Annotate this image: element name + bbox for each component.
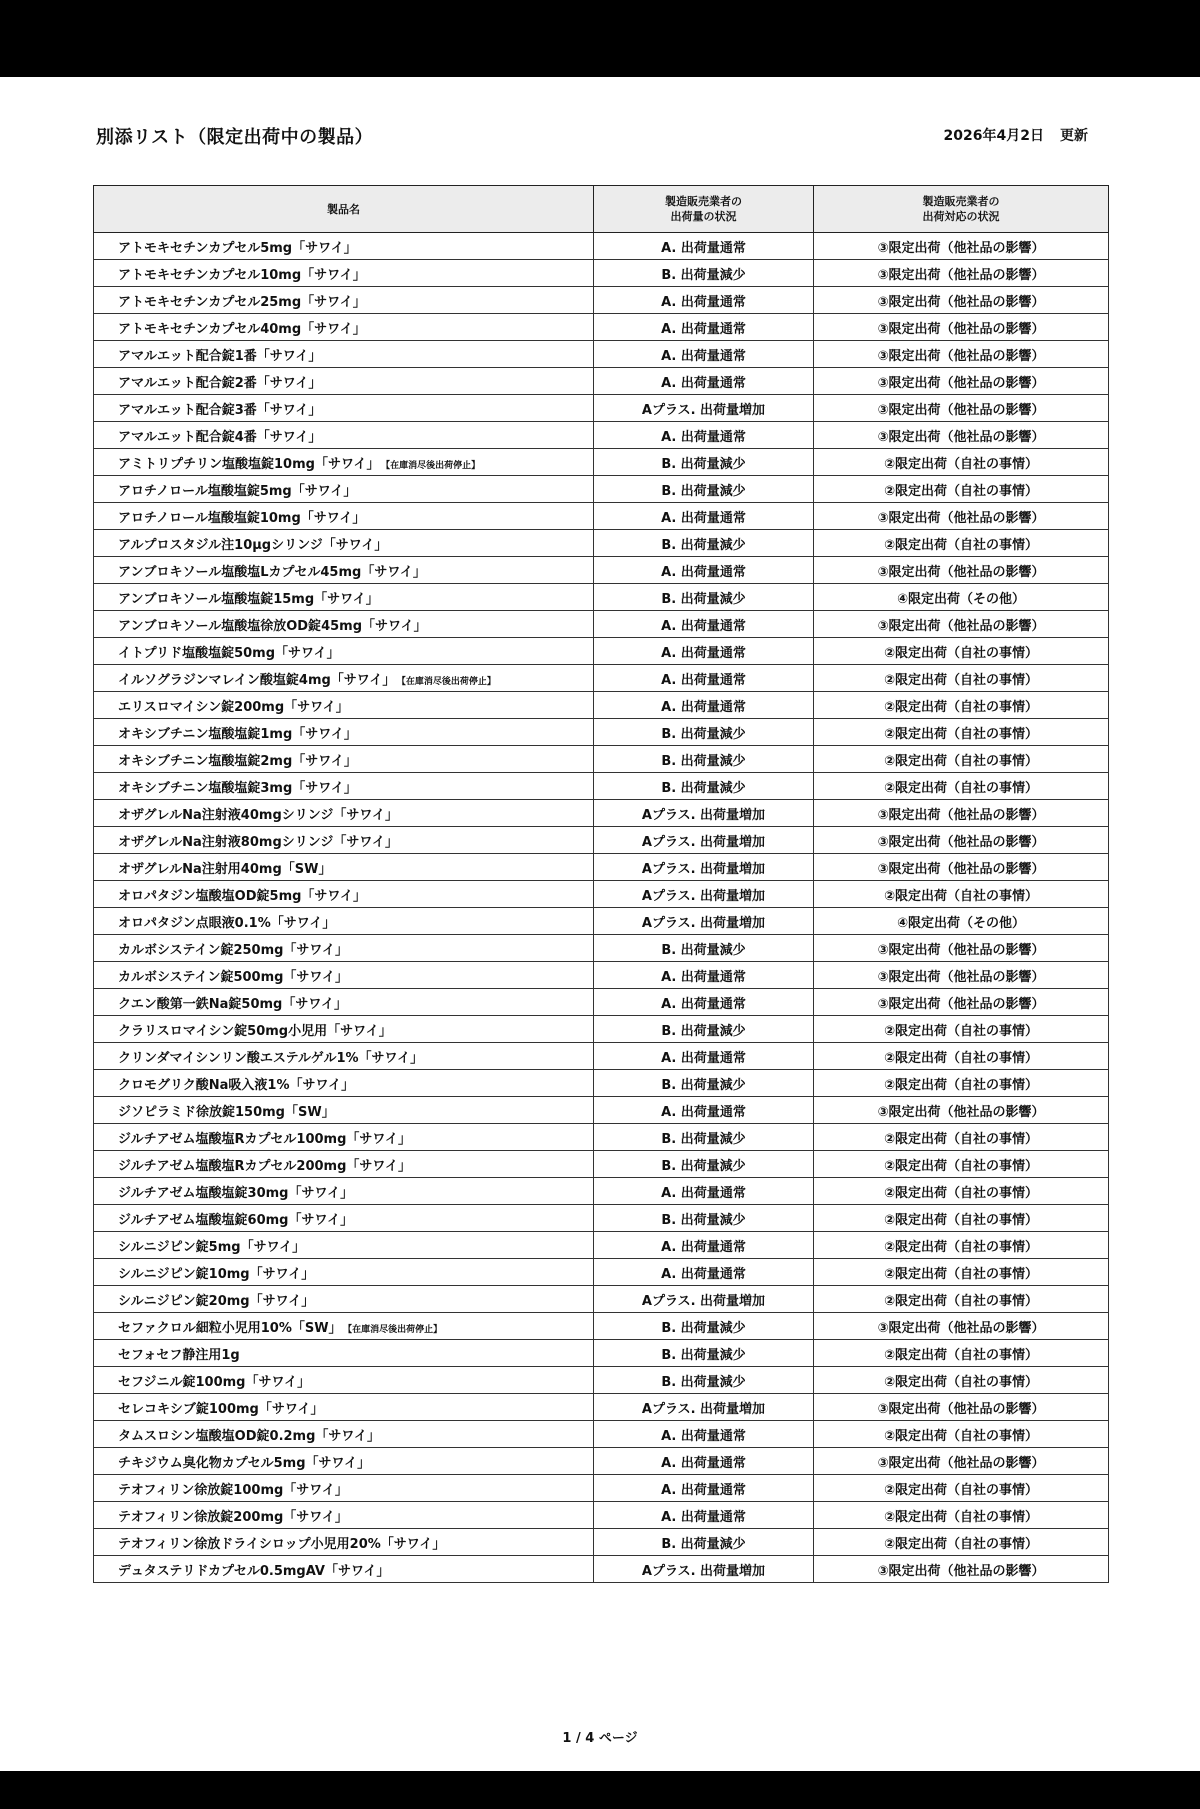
shipment-response-cell: ②限定出荷（自社の事情） — [814, 1529, 1109, 1556]
shipment-volume-cell: B. 出荷量減少 — [594, 1016, 814, 1043]
shipment-volume-cell: A. 出荷量通常 — [594, 1232, 814, 1259]
shipment-volume-cell: A. 出荷量通常 — [594, 1475, 814, 1502]
shipment-response-cell: ②限定出荷（自社の事情） — [814, 638, 1109, 665]
product-name-cell — [94, 1124, 594, 1151]
shipment-volume-cell: B. 出荷量減少 — [594, 584, 814, 611]
shipment-response-cell: ③限定出荷（他社品の影響） — [814, 368, 1109, 395]
product-name: シルニジピン錠10mg「サワイ」 — [118, 1266, 315, 1282]
table-row — [94, 611, 1109, 638]
product-name: テオフィリン徐放錠200mg「サワイ」 — [118, 1509, 348, 1525]
shipment-response-cell: ②限定出荷（自社の事情） — [814, 1070, 1109, 1097]
table-row — [94, 1421, 1109, 1448]
product-name: クラリスロマイシン錠50mg小児用「サワイ」 — [118, 1023, 392, 1039]
table-row — [94, 314, 1109, 341]
shipment-volume-cell: B. 出荷量減少 — [594, 746, 814, 773]
shipment-volume-cell: A. 出荷量通常 — [594, 1178, 814, 1205]
shipment-response-cell: ②限定出荷（自社の事情） — [814, 773, 1109, 800]
shipment-response-cell: ②限定出荷（自社の事情） — [814, 449, 1109, 476]
table-row — [94, 773, 1109, 800]
product-name-cell — [94, 1367, 594, 1394]
product-name-cell — [94, 287, 594, 314]
shipment-volume-cell: A. 出荷量通常 — [594, 962, 814, 989]
update-label: 更新 — [1060, 128, 1088, 144]
shipment-volume-cell: Aプラス. 出荷量増加 — [594, 1394, 814, 1421]
table-row — [94, 260, 1109, 287]
page-number: 1 / 4 ページ — [562, 1731, 638, 1746]
product-name: オザグレルNa注射液40mgシリンジ「サワイ」 — [118, 807, 399, 823]
shipment-response-cell: ②限定出荷（自社の事情） — [814, 1151, 1109, 1178]
product-name: アロチノロール塩酸塩錠10mg「サワイ」 — [118, 510, 366, 526]
product-name-cell — [94, 1502, 594, 1529]
shipment-volume-cell: A. 出荷量通常 — [594, 1448, 814, 1475]
table-row — [94, 800, 1109, 827]
shipment-response-cell: ②限定出荷（自社の事情） — [814, 1475, 1109, 1502]
shipment-response-cell: ②限定出荷（自社の事情） — [814, 1124, 1109, 1151]
table-row — [94, 1232, 1109, 1259]
product-name-cell — [94, 314, 594, 341]
shipment-response-cell: ③限定出荷（他社品の影響） — [814, 962, 1109, 989]
table-row — [94, 368, 1109, 395]
product-name-cell — [94, 1043, 594, 1070]
product-name-cell — [94, 260, 594, 287]
product-name-cell — [94, 881, 594, 908]
shipment-volume-cell: B. 出荷量減少 — [594, 260, 814, 287]
shipment-response-cell: ②限定出荷（自社の事情） — [814, 665, 1109, 692]
shipment-response-cell: ②限定出荷（自社の事情） — [814, 1178, 1109, 1205]
shipment-volume-cell: Aプラス. 出荷量増加 — [594, 908, 814, 935]
shipment-response-cell: ②限定出荷（自社の事情） — [814, 881, 1109, 908]
shipment-response-cell: ④限定出荷（その他） — [814, 584, 1109, 611]
product-name-cell — [94, 827, 594, 854]
table-row — [94, 476, 1109, 503]
page-title: 別添リスト（限定出荷中の製品） — [96, 127, 374, 148]
table-row — [94, 827, 1109, 854]
product-name-cell — [94, 1178, 594, 1205]
product-name: カルボシステイン錠500mg「サワイ」 — [118, 969, 349, 985]
table-row — [94, 422, 1109, 449]
table-row — [94, 908, 1109, 935]
product-name-cell — [94, 1151, 594, 1178]
table-row — [94, 1070, 1109, 1097]
table-row — [94, 395, 1109, 422]
product-name: オザグレルNa注射用40mg「SW」 — [118, 861, 332, 877]
product-name-cell — [94, 773, 594, 800]
product-name: クエン酸第一鉄Na錠50mg「サワイ」 — [118, 996, 347, 1012]
product-name: クロモグリク酸Na吸入液1%「サワイ」 — [118, 1077, 355, 1093]
header-shipment-response: 製造販売業者の 出荷対応の状況 — [814, 186, 1109, 233]
product-name-cell — [94, 1529, 594, 1556]
table-row — [94, 1016, 1109, 1043]
table-row — [94, 1205, 1109, 1232]
shipment-volume-cell: B. 出荷量減少 — [594, 1205, 814, 1232]
product-name-cell — [94, 1016, 594, 1043]
shipment-volume-cell: B. 出荷量減少 — [594, 530, 814, 557]
shipment-response-cell: ②限定出荷（自社の事情） — [814, 1340, 1109, 1367]
table-row — [94, 1556, 1109, 1583]
product-name: アルプロスタジル注10µgシリンジ「サワイ」 — [118, 537, 388, 553]
product-name-cell — [94, 908, 594, 935]
stock-note: 【在庫消尽後出荷停止】 — [385, 460, 481, 471]
shipment-response-cell: ③限定出荷（他社品の影響） — [814, 854, 1109, 881]
shipment-response-cell: ②限定出荷（自社の事情） — [814, 1205, 1109, 1232]
product-name: シルニジピン錠5mg「サワイ」 — [118, 1239, 306, 1255]
table-row — [94, 1043, 1109, 1070]
product-name: セフォセフ静注用1g — [118, 1347, 240, 1363]
shipment-volume-cell: B. 出荷量減少 — [594, 935, 814, 962]
product-name: テオフィリン徐放ドライシロップ小児用20%「サワイ」 — [118, 1536, 446, 1552]
shipment-response-cell: ②限定出荷（自社の事情） — [814, 1232, 1109, 1259]
product-name: アロチノロール塩酸塩錠5mg「サワイ」 — [118, 483, 357, 499]
table-row — [94, 233, 1109, 260]
product-name: カルボシステイン錠250mg「サワイ」 — [118, 942, 349, 958]
shipment-response-cell: ③限定出荷（他社品の影響） — [814, 935, 1109, 962]
product-name-cell — [94, 719, 594, 746]
shipment-response-cell: ②限定出荷（自社の事情） — [814, 692, 1109, 719]
shipment-volume-cell: B. 出荷量減少 — [594, 1151, 814, 1178]
product-name-cell — [94, 395, 594, 422]
table-row — [94, 557, 1109, 584]
product-name-cell — [94, 638, 594, 665]
table-row — [94, 1259, 1109, 1286]
product-name-cell — [94, 800, 594, 827]
product-name-cell — [94, 1259, 594, 1286]
shipment-volume-cell: A. 出荷量通常 — [594, 1043, 814, 1070]
stock-note: 【在庫消尽後出荷停止】 — [401, 676, 496, 687]
product-name: アマルエット配合錠3番「サワイ」 — [118, 402, 322, 418]
shipment-volume-cell: B. 出荷量減少 — [594, 449, 814, 476]
product-name: チキジウム臭化物カプセル5mg「サワイ」 — [118, 1455, 371, 1471]
table-row — [94, 1502, 1109, 1529]
shipment-response-cell: ②限定出荷（自社の事情） — [814, 1043, 1109, 1070]
shipment-volume-cell: B. 出荷量減少 — [594, 1070, 814, 1097]
shipment-response-cell: ②限定出荷（自社の事情） — [814, 476, 1109, 503]
product-name: ジルチアゼム塩酸塩Rカプセル100mg「サワイ」 — [118, 1131, 412, 1147]
table-body — [94, 233, 1109, 1583]
product-name: アトモキセチンカプセル10mg「サワイ」 — [118, 267, 366, 283]
table-row — [94, 1151, 1109, 1178]
product-name: アマルエット配合錠2番「サワイ」 — [118, 375, 322, 391]
table-row — [94, 746, 1109, 773]
shipment-response-cell: ③限定出荷（他社品の影響） — [814, 341, 1109, 368]
shipment-response-cell: ③限定出荷（他社品の影響） — [814, 260, 1109, 287]
product-name-cell — [94, 476, 594, 503]
shipment-response-cell: ③限定出荷（他社品の影響） — [814, 1097, 1109, 1124]
product-name: セファクロル細粒小児用10%「SW」 — [118, 1320, 342, 1336]
shipment-volume-cell: A. 出荷量通常 — [594, 611, 814, 638]
product-name-cell — [94, 1448, 594, 1475]
product-name-cell — [94, 692, 594, 719]
shipment-volume-cell: A. 出荷量通常 — [594, 557, 814, 584]
product-name: アトモキセチンカプセル25mg「サワイ」 — [118, 294, 366, 310]
product-name: ジソピラミド徐放錠150mg「SW」 — [118, 1104, 335, 1120]
table-header-row — [94, 186, 1109, 233]
table-row — [94, 1529, 1109, 1556]
product-name: アトモキセチンカプセル40mg「サワイ」 — [118, 321, 366, 337]
shipment-volume-cell: Aプラス. 出荷量増加 — [594, 854, 814, 881]
shipment-volume-cell: B. 出荷量減少 — [594, 1367, 814, 1394]
product-name: クリンダマイシンリン酸エステルゲル1%「サワイ」 — [118, 1050, 424, 1066]
product-name: エリスロマイシン錠200mg「サワイ」 — [118, 699, 349, 715]
product-name-cell — [94, 746, 594, 773]
shipment-response-cell: ②限定出荷（自社の事情） — [814, 719, 1109, 746]
shipment-response-cell: ③限定出荷（他社品の影響） — [814, 422, 1109, 449]
product-name: オキシブチニン塩酸塩錠3mg「サワイ」 — [118, 780, 357, 796]
table-row — [94, 989, 1109, 1016]
table-row — [94, 1367, 1109, 1394]
table-row — [94, 1394, 1109, 1421]
product-name: アミトリプチリン塩酸塩錠10mg「サワイ」 — [118, 456, 380, 472]
product-name-cell — [94, 557, 594, 584]
shipment-volume-cell: A. 出荷量通常 — [594, 638, 814, 665]
shipment-volume-cell: Aプラス. 出荷量増加 — [594, 1286, 814, 1313]
shipment-volume-cell: A. 出荷量通常 — [594, 233, 814, 260]
shipment-response-cell: ③限定出荷（他社品の影響） — [814, 314, 1109, 341]
shipment-response-cell: ③限定出荷（他社品の影響） — [814, 1556, 1109, 1583]
product-name: アマルエット配合錠4番「サワイ」 — [118, 429, 322, 445]
shipment-volume-cell: A. 出荷量通常 — [594, 1259, 814, 1286]
product-name: セレコキシブ錠100mg「サワイ」 — [118, 1401, 324, 1417]
table-row — [94, 341, 1109, 368]
shipment-volume-cell: A. 出荷量通常 — [594, 503, 814, 530]
shipment-response-cell: ③限定出荷（他社品の影響） — [814, 287, 1109, 314]
product-name: イルソグラジンマレイン酸塩錠4mg「サワイ」 — [118, 672, 396, 688]
product-name: オキシブチニン塩酸塩錠2mg「サワイ」 — [118, 753, 357, 769]
shipment-response-cell: ②限定出荷（自社の事情） — [814, 1421, 1109, 1448]
table-row — [94, 935, 1109, 962]
table-row — [94, 854, 1109, 881]
shipment-response-cell: ③限定出荷（他社品の影響） — [814, 827, 1109, 854]
product-name: オキシブチニン塩酸塩錠1mg「サワイ」 — [118, 726, 357, 742]
shipment-response-cell: ②限定出荷（自社の事情） — [814, 1259, 1109, 1286]
shipment-volume-cell: A. 出荷量通常 — [594, 422, 814, 449]
shipment-volume-cell: A. 出荷量通常 — [594, 1421, 814, 1448]
product-name: ジルチアゼム塩酸塩錠30mg「サワイ」 — [118, 1185, 354, 1201]
table-row — [94, 719, 1109, 746]
shipment-volume-cell: B. 出荷量減少 — [594, 773, 814, 800]
header-product-name: 製品名 — [94, 186, 594, 233]
table-row — [94, 287, 1109, 314]
shipment-response-cell: ②限定出荷（自社の事情） — [814, 1367, 1109, 1394]
shipment-volume-cell: Aプラス. 出荷量増加 — [594, 881, 814, 908]
shipment-volume-cell: A. 出荷量通常 — [594, 1097, 814, 1124]
product-name-cell — [94, 962, 594, 989]
table-row — [94, 1097, 1109, 1124]
product-table — [93, 185, 1109, 1583]
header-shipment-volume: 製造販売業者の 出荷量の状況 — [594, 186, 814, 233]
update-date — [944, 125, 1088, 145]
table-row — [94, 1178, 1109, 1205]
product-name-cell — [94, 1097, 594, 1124]
product-name: アンブロキソール塩酸塩Lカプセル45mg「サワイ」 — [118, 564, 426, 580]
shipment-volume-cell: A. 出荷量通常 — [594, 692, 814, 719]
shipment-volume-cell: B. 出荷量減少 — [594, 1340, 814, 1367]
product-name-cell — [94, 530, 594, 557]
product-name-cell — [94, 1394, 594, 1421]
product-name: オロパタジン点眼液0.1%「サワイ」 — [118, 915, 336, 931]
table-row — [94, 1340, 1109, 1367]
product-name-cell — [94, 935, 594, 962]
stock-note: 【在庫消尽後出荷停止】 — [347, 1324, 443, 1335]
product-name-cell — [94, 422, 594, 449]
product-name: アンブロキソール塩酸塩徐放OD錠45mg「サワイ」 — [118, 618, 427, 634]
shipment-volume-cell: A. 出荷量通常 — [594, 1502, 814, 1529]
product-name-cell — [94, 233, 594, 260]
table-row — [94, 1448, 1109, 1475]
shipment-response-cell: ③限定出荷（他社品の影響） — [814, 611, 1109, 638]
product-name: タムスロシン塩酸塩OD錠0.2mg「サワイ」 — [118, 1428, 381, 1444]
product-name-cell — [94, 1421, 594, 1448]
shipment-volume-cell: B. 出荷量減少 — [594, 1124, 814, 1151]
product-name-cell — [94, 611, 594, 638]
shipment-response-cell: ③限定出荷（他社品の影響） — [814, 1394, 1109, 1421]
shipment-volume-cell: Aプラス. 出荷量増加 — [594, 395, 814, 422]
product-name-cell — [94, 1475, 594, 1502]
shipment-volume-cell: A. 出荷量通常 — [594, 989, 814, 1016]
product-name: オロパタジン塩酸塩OD錠5mg「サワイ」 — [118, 888, 367, 904]
product-name-cell — [94, 1205, 594, 1232]
table-row — [94, 1313, 1109, 1340]
product-name-cell — [94, 1313, 594, 1340]
product-name-cell — [94, 1556, 594, 1583]
product-name-cell — [94, 1070, 594, 1097]
table-row — [94, 692, 1109, 719]
product-name: イトプリド塩酸塩錠50mg「サワイ」 — [118, 645, 340, 661]
shipment-response-cell: ③限定出荷（他社品の影響） — [814, 395, 1109, 422]
product-name-cell — [94, 1286, 594, 1313]
shipment-response-cell: ③限定出荷（他社品の影響） — [814, 989, 1109, 1016]
shipment-volume-cell: B. 出荷量減少 — [594, 476, 814, 503]
table-row — [94, 1124, 1109, 1151]
shipment-response-cell: ③限定出荷（他社品の影響） — [814, 1313, 1109, 1340]
shipment-volume-cell: Aプラス. 出荷量増加 — [594, 1556, 814, 1583]
shipment-response-cell: ②限定出荷（自社の事情） — [814, 530, 1109, 557]
shipment-response-cell: ③限定出荷（他社品の影響） — [814, 800, 1109, 827]
table-row — [94, 881, 1109, 908]
product-name-cell — [94, 368, 594, 395]
product-name: シルニジピン錠20mg「サワイ」 — [118, 1293, 315, 1309]
table-row — [94, 1286, 1109, 1313]
product-name-cell — [94, 503, 594, 530]
product-name-cell — [94, 1340, 594, 1367]
table-row — [94, 638, 1109, 665]
product-name: アンブロキソール塩酸塩錠15mg「サワイ」 — [118, 591, 379, 607]
shipment-response-cell: ③限定出荷（他社品の影響） — [814, 233, 1109, 260]
shipment-response-cell: ②限定出荷（自社の事情） — [814, 746, 1109, 773]
shipment-volume-cell: B. 出荷量減少 — [594, 1529, 814, 1556]
shipment-response-cell: ④限定出荷（その他） — [814, 908, 1109, 935]
product-name: ジルチアゼム塩酸塩錠60mg「サワイ」 — [118, 1212, 354, 1228]
shipment-response-cell: ②限定出荷（自社の事情） — [814, 1286, 1109, 1313]
product-name-cell — [94, 989, 594, 1016]
product-name: セフジニル錠100mg「サワイ」 — [118, 1374, 311, 1390]
table-row — [94, 503, 1109, 530]
product-name-cell — [94, 1232, 594, 1259]
product-name: テオフィリン徐放錠100mg「サワイ」 — [118, 1482, 348, 1498]
product-name-cell — [94, 665, 594, 692]
shipment-response-cell: ②限定出荷（自社の事情） — [814, 1502, 1109, 1529]
product-name: デュタステリドカプセル0.5mgAV「サワイ」 — [118, 1563, 390, 1579]
product-name-cell — [94, 854, 594, 881]
product-name: オザグレルNa注射液80mgシリンジ「サワイ」 — [118, 834, 399, 850]
table-row — [94, 584, 1109, 611]
date-text: 2026年4月2日 — [943, 128, 1044, 144]
shipment-volume-cell: A. 出荷量通常 — [594, 314, 814, 341]
shipment-volume-cell: B. 出荷量減少 — [594, 1313, 814, 1340]
product-name-cell — [94, 584, 594, 611]
document-page — [0, 77, 1200, 1771]
product-name-cell — [94, 341, 594, 368]
product-name: アマルエット配合錠1番「サワイ」 — [118, 348, 322, 364]
table-row — [94, 665, 1109, 692]
product-name-cell — [94, 449, 594, 476]
shipment-volume-cell: A. 出荷量通常 — [594, 341, 814, 368]
shipment-response-cell: ③限定出荷（他社品の影響） — [814, 503, 1109, 530]
table-row — [94, 1475, 1109, 1502]
table-row — [94, 449, 1109, 476]
shipment-response-cell: ②限定出荷（自社の事情） — [814, 1016, 1109, 1043]
product-name: ジルチアゼム塩酸塩Rカプセル200mg「サワイ」 — [118, 1158, 412, 1174]
shipment-response-cell: ③限定出荷（他社品の影響） — [814, 557, 1109, 584]
shipment-volume-cell: A. 出荷量通常 — [594, 287, 814, 314]
product-name: アトモキセチンカプセル5mg「サワイ」 — [118, 240, 357, 256]
shipment-response-cell: ③限定出荷（他社品の影響） — [814, 1448, 1109, 1475]
shipment-volume-cell: A. 出荷量通常 — [594, 368, 814, 395]
table-row — [94, 530, 1109, 557]
shipment-volume-cell: Aプラス. 出荷量増加 — [594, 827, 814, 854]
table-row — [94, 962, 1109, 989]
shipment-volume-cell: B. 出荷量減少 — [594, 719, 814, 746]
shipment-volume-cell: A. 出荷量通常 — [594, 665, 814, 692]
shipment-volume-cell: Aプラス. 出荷量増加 — [594, 800, 814, 827]
